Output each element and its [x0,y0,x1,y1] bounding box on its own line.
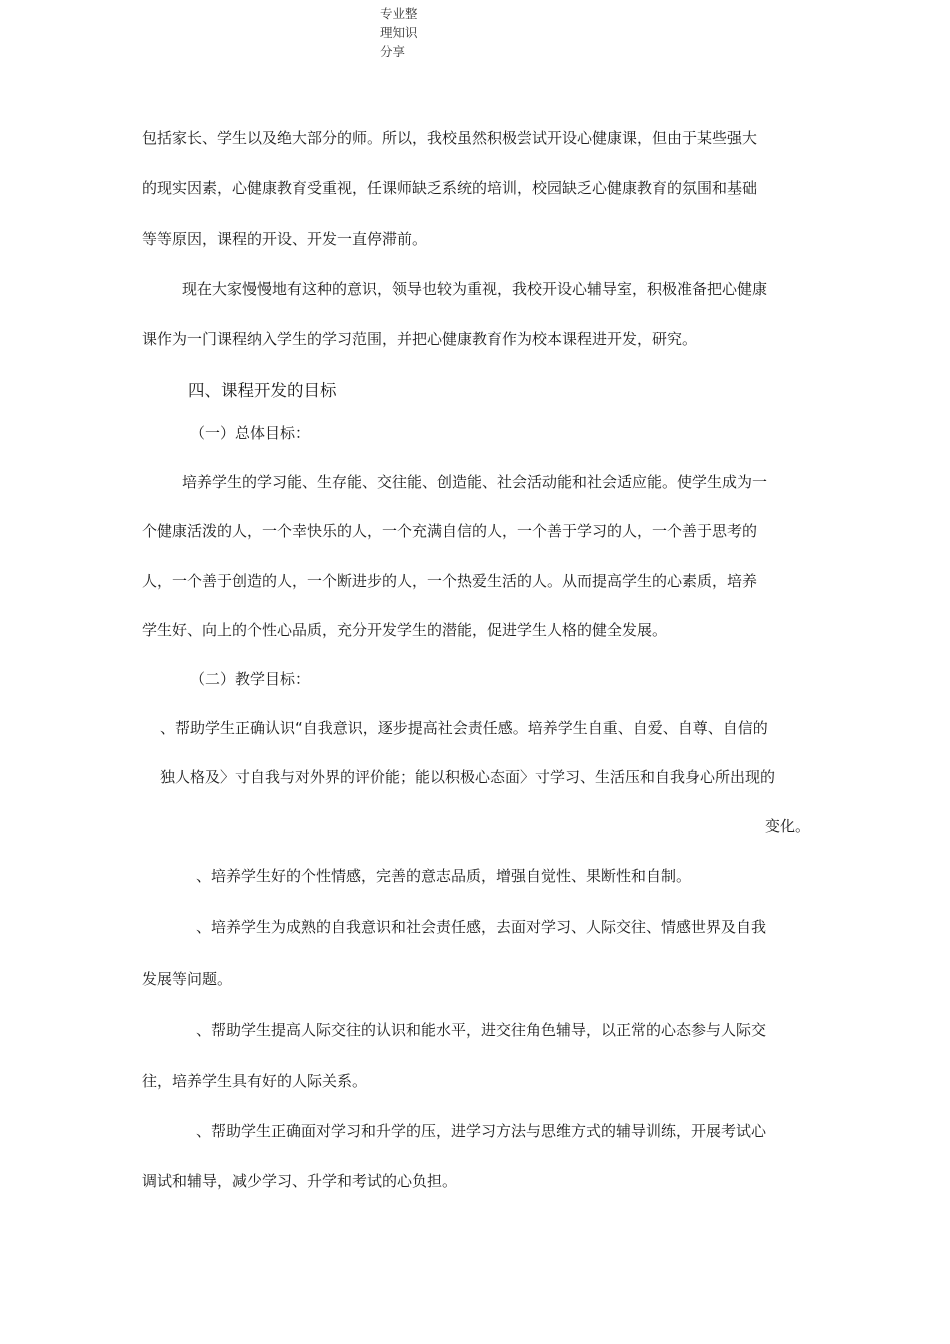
header-note [380,4,440,61]
paragraph-line: 、培养学生好的个性情感，完善的意志品质，增强自觉性、果断性和自制。 [196,867,692,885]
paragraph-line: 独人格及〉寸自我与对外界的评价能；能以积极心态面〉寸学习、生活压和自我身心所出现的 [160,768,776,786]
header-note-line: 理知识 [380,25,418,40]
subsection-heading: （二）教学目标： [190,670,311,688]
section-heading: 四、课程开发的目标 [188,381,337,400]
paragraph-line: 调试和辅导，减少学习、升学和考试的心负担。 [142,1172,458,1190]
paragraph-line: 培养学生的学习能、生存能、交往能、创造能、社会活动能和社会适应能。使学生成为一 [182,473,768,491]
paragraph-line: 往，培养学生具有好的人际关系。 [142,1072,368,1090]
paragraph-line: 、培养学生为成熟的自我意识和社会责任感，去面对学习、人际交往、情感世界及自我 [196,918,767,936]
paragraph-line: 、帮助学生正确面对学习和升学的压，进学习方法与思维方式的辅导训练，开展考试心 [196,1122,767,1140]
paragraph-line: 学生好、向上的个性心品质，充分开发学生的潜能，促进学生人格的健全发展。 [142,621,668,639]
paragraph-line: 人，一个善于创造的人，一个断进步的人，一个热爱生活的人。从而提高学生的心素质，培养 [142,572,758,590]
paragraph-line: 等等原因，课程的开设、开发一直停滞前。 [142,230,428,248]
paragraph-line: 变化。 [764,817,810,835]
paragraph-line: 现在大家慢慢地有这种的意识，领导也较为重视，我校开设心辅导室，积极准备把心健康 [182,280,768,298]
paragraph-line: 课作为一门课程纳入学生的学习范围，并把心健康教育作为校本课程进开发，研究。 [142,330,698,348]
subsection-heading: （一）总体目标： [190,424,311,442]
paragraph-line: 的现实因素，心健康教育受重视，任课师缺乏系统的培训，校园缺乏心健康教育的氛围和基础 [142,179,758,197]
paragraph-line: 包括家长、学生以及绝大部分的师。所以，我校虽然积极尝试开设心健康课，但由于某些强大 [142,129,758,147]
header-note-line: 专业整 [380,6,418,21]
paragraph-line: 发展等问题。 [142,970,233,988]
header-note-line: 分享 [380,44,406,59]
paragraph-line: 、帮助学生提高人际交往的认识和能水平，进交往角色辅导，以正常的心态参与人际交 [196,1021,767,1039]
paragraph-line: 个健康活泼的人，一个幸快乐的人，一个充满自信的人，一个善于学习的人，一个善于思考的 [142,522,758,540]
paragraph-line: 、帮助学生正确认识“自我意识，逐步提高社会责任感。培养学生自重、自爱、自尊、自信的 [160,719,768,737]
